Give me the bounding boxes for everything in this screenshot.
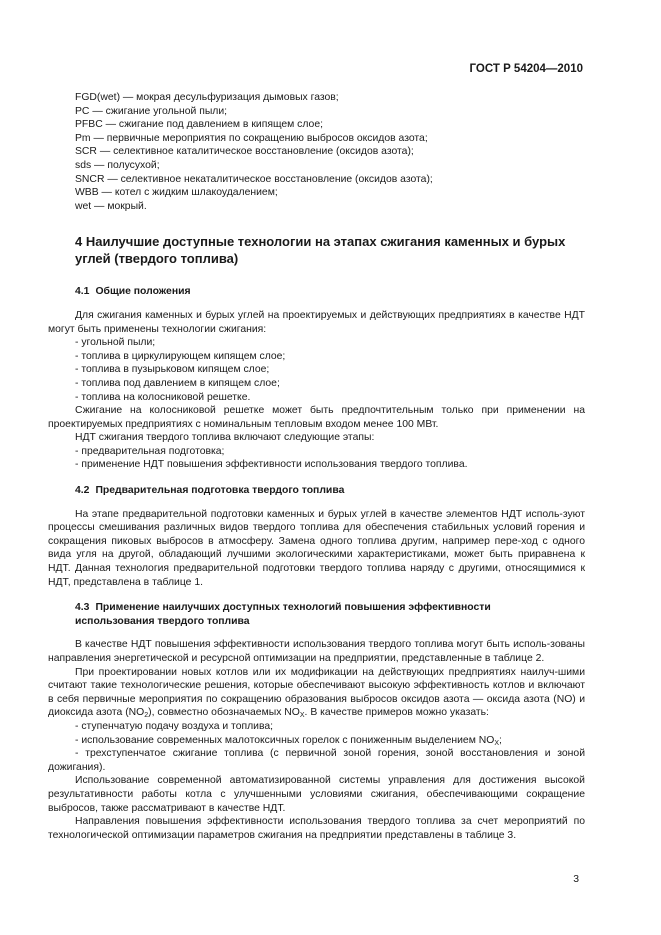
abbreviation-item: SNCR — селективное некаталитическое восстановление (оксидов азота);	[75, 173, 433, 185]
list-item: - топлива под давлением в кипящем слое;	[75, 377, 280, 389]
abbreviation-item: WBB — котел с жидким шлакоудалением;	[75, 187, 278, 199]
list-item: - предварительная подготовка;	[75, 445, 225, 457]
abbreviation-item: wet — мокрый.	[75, 200, 147, 212]
section-4-1-heading	[48, 285, 585, 299]
abbreviation-item: SCR — селективное каталитическое восстановление (оксидов азота);	[75, 146, 414, 158]
abbreviation-item: PC — сжигание угольной пыли;	[75, 105, 228, 117]
section-title: Применение наилучших доступных технологий повышения эффективности использования твердого топлива	[75, 602, 491, 627]
paragraph	[48, 666, 585, 720]
text-run: . В качестве примеров можно указать:	[304, 707, 489, 719]
section-title: Общие положения	[95, 286, 191, 298]
text-run: - использование современных малотоксичных горелок с пониженным выделением NO	[75, 734, 495, 746]
subscript: 2	[144, 712, 149, 720]
list-item: - топлива в циркулирующем кипящем слое;	[75, 350, 286, 362]
abbreviations-list	[48, 91, 585, 213]
abbreviation-item: sds — полусухой;	[75, 159, 160, 171]
paragraph: Сжигание на колосниковой решетке может быть предпочтительным только при применении на проектируемых предприятиях с номинальным тепловым входом менее 100 МВт.	[48, 405, 585, 430]
abbreviation-item: Pm — первичные мероприятия по сокращению выбросов оксидов азота;	[75, 132, 428, 144]
list-item	[48, 734, 585, 748]
abbreviation-item: PFBC — сжигание под давлением в кипящем слое;	[75, 119, 324, 131]
list-item: - угольной пыли;	[75, 337, 156, 349]
list-item: - топлива в пузырьковом кипящем слое;	[75, 364, 270, 376]
paragraph: На этапе предварительной подготовки каменных и бурых углей в качестве элементов НДТ исполь-зуют процессы смешивания различных видов твердого топлива для обеспечения стабильных условий горения и сокращения пиковых выбросов в атмосферу. Замена одного топлива другим, например пере-ход с одного вида угля на другой, обладающий лучшими экологическими характеристиками, может быть приравнена к НДТ. Данная технология предварительной подготовки твердого топлива наряду с другими, относящимися к НДТ, представлена в таблице 1.	[48, 508, 585, 588]
section-number: 4.1	[75, 286, 90, 298]
text-run: ), совместно обозначаемых NO	[148, 707, 300, 719]
list-item: - применение НДТ повышения эффективности использования твердого топлива.	[75, 459, 468, 471]
subscript: X	[494, 739, 499, 747]
abbreviation-item: FGD(wet) — мокрая десульфуризация дымовых газов;	[75, 92, 339, 103]
section-number: 4.3	[75, 602, 90, 614]
text-run: ;	[499, 734, 502, 746]
text-run: При проектировании новых котлов или их модификации на действующих предприятиях наилуч-шими считают такие технологические решения, которые обеспечивают высокую эффективность котлов и включают в себя первичные мероприятия по сокращению образования выбросов оксидов азота — оксида азота (NO) и диоксида азота (NO	[48, 666, 585, 719]
document-id: ГОСТ Р 54204—2010	[469, 63, 583, 75]
section-4-2-heading	[48, 484, 585, 498]
section-title: Предварительная подготовка твердого топлива	[95, 485, 345, 497]
paragraph: Использование современной автоматизированной системы управления для достижения высокой результативности работы котла с улучшенными условиями сжигания, обеспечивающими сокращение выбросов, также рассматривают в качестве НДТ.	[48, 775, 585, 814]
page-number: 3	[573, 874, 579, 885]
list-item: - трехступенчатое сжигание топлива (с первичной зоной горения, зоной восстановления и зоной дожигания).	[48, 748, 585, 773]
paragraph: Направления повышения эффективности использования твердого топлива за счет мероприятий по технологической оптимизации параметров сжигания на предприятии представлены в таблице 3.	[48, 816, 585, 841]
paragraph: Для сжигания каменных и бурых углей на проектируемых и действующих предприятиях в качестве НДТ могут быть применены технологии сжигания:	[48, 309, 585, 335]
section-4-3-heading	[48, 601, 585, 628]
page-content	[48, 91, 585, 842]
paragraph: НДТ сжигания твердого топлива включают следующие этапы:	[75, 432, 375, 444]
section-number: 4.2	[75, 485, 90, 497]
list-item: - ступенчатую подачу воздуха и топлива;	[75, 720, 274, 732]
paragraph: В качестве НДТ повышения эффективности использования твердого топлива могут быть исполь-зованы направления энергетической и ресурсной оптимизации на предприятии, представленные в таблице 2.	[48, 639, 585, 664]
subscript: X	[299, 712, 305, 720]
section-4-heading: 4 Наилучшие доступные технологии на этапах сжигания каменных и бурых углей (твердого топлива)	[75, 234, 566, 267]
list-item: - топлива на колосниковой решетке.	[75, 391, 251, 403]
